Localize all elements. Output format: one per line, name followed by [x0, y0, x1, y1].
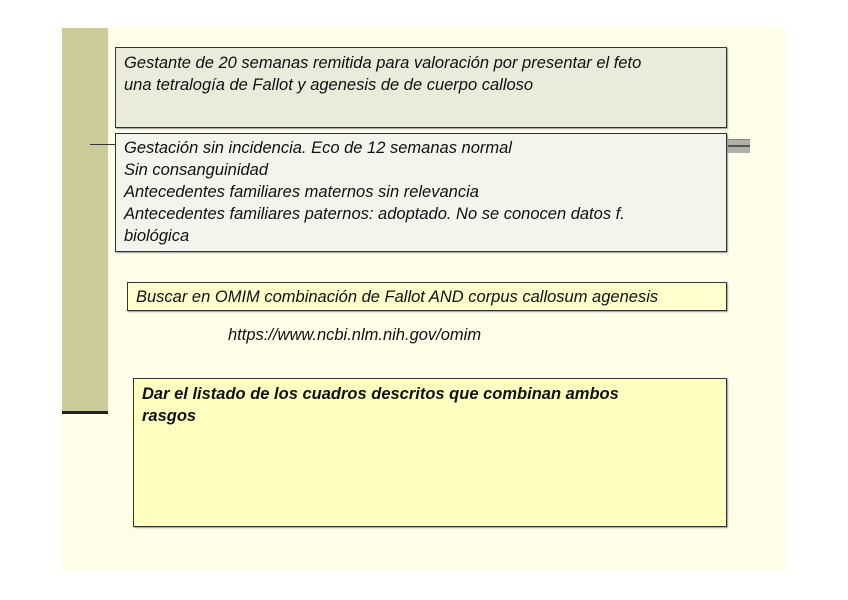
search-instruction-box — [127, 282, 727, 311]
left-accent-underline — [62, 411, 108, 414]
text-line: rasgos — [142, 407, 197, 425]
text-line: Dar el listado de los cuadros descritos que combinan ambos — [142, 385, 619, 403]
text-line: Sin consanguinidad — [124, 161, 269, 179]
task-box — [133, 378, 727, 527]
case-summary-box — [115, 47, 727, 128]
omim-url-link[interactable]: https://www.ncbi.nlm.nih.gov/omim — [228, 326, 482, 344]
history-box — [115, 133, 727, 252]
text-line: Gestante de 20 semanas remitida para valoración por presentar el feto — [124, 54, 642, 72]
search-instruction-text: Buscar en OMIM combinación de Fallot AND corpus callosum agenesis — [136, 288, 659, 306]
right-accent-bar — [727, 139, 750, 153]
left-accent-bar — [62, 28, 108, 412]
text-line: Antecedentes familiares paternos: adoptado. No se conocen datos f. — [124, 205, 625, 223]
text-line: biológica — [124, 227, 190, 245]
text-line: Gestación sin incidencia. Eco de 12 semanas normal — [124, 139, 512, 157]
text-line: Antecedentes familiares maternos sin relevancia — [124, 183, 479, 201]
text-line: una tetralogía de Fallot y agenesis de de cuerpo calloso — [124, 76, 534, 94]
